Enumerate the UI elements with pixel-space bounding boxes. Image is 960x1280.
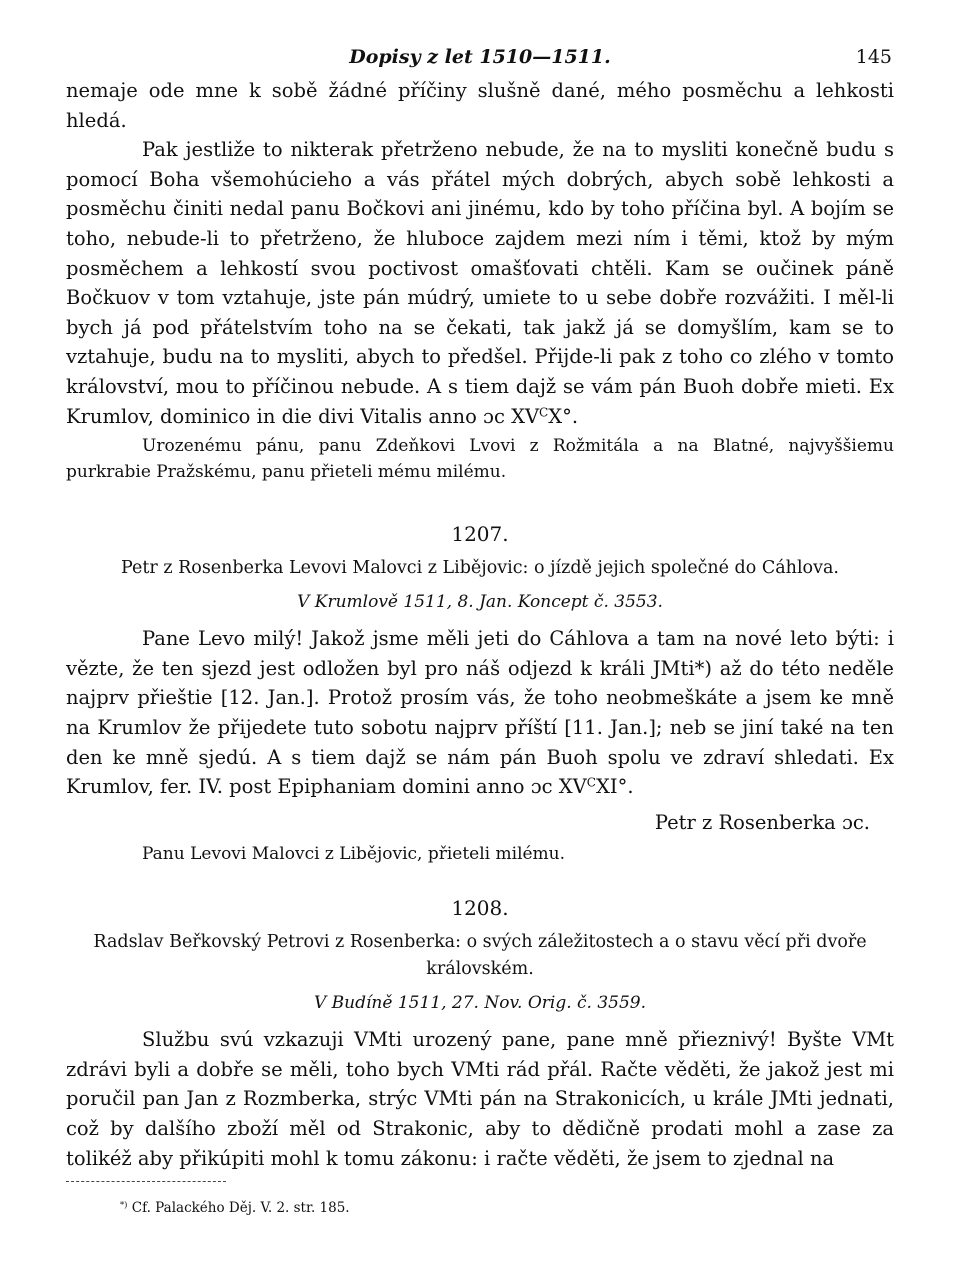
page-number: 145 (855, 46, 892, 68)
year-end-1207: XI°. (596, 775, 634, 799)
letter-body-1207-a: Pane Levo milý! Jakož jsme měli jeti do Cáhlova a tam na nové leto býti: i vězte, že ten sjezd jest odložen byl pro náš odjezd k králi JMti (66, 627, 894, 680)
page-header (66, 40, 894, 76)
signature-1207: Petr z Rosenberka ɔc. (654, 810, 870, 834)
document-page (66, 40, 894, 1218)
letter-paragraph (66, 135, 894, 431)
letter-body-1207 (66, 624, 894, 802)
footnote (66, 1198, 894, 1218)
year-superscript-1207: C (586, 775, 596, 790)
year-end: X°. (548, 404, 579, 428)
letter-continuation: nemaje ode mne k sobě žádné příčiny slušně dané, mého posměchu a lehkosti hledá. (66, 79, 894, 132)
regest-1208: Radslav Beřkovský Petrovi z Rosenberka: o svých záležitostech a o stavu věcí při dvoře královském. (93, 932, 867, 980)
footnote-rule (66, 1181, 226, 1182)
letter-paragraph-text: Pak jestliže to nikterak přetrženo nebude, že na to mysliti konečně budu s pomocí Boha všemohúcieho a vás přátel mých dobrých, abych sobě lehkosti a posměchu činiti nedal panu Bočkovi ani jinému, kdo by toho příčina byl. A bojím se toho, nebude-li to přetrženo, že hluboce zajdem mezi ním i těmi, ktož by mým posměchem a lehkostí svou poctivost omašťovati chtěli. Kam se oučinek páně Bočkuov v tom vztahuje, jste pán múdrý, umiete to u sebe dobře rozvážiti. I měl-li bych já pod přátelstvím toho na se čekati, tak jakž já se domyšlím, kam se to vztahuje, budu na to mysliti, abych to předšel. Přijde-li pak z toho co zlého v tomto království, mou to příčinou nebude. A s tiem dajž se vám pán Buoh dobře mieti. Ex Krumlov, dominico in die divi Vitalis anno ɔc XV (66, 138, 894, 428)
date-line-1207: V Krumlově 1511, 8. Jan. Koncept č. 3553. (297, 592, 663, 613)
date-line-1208: V Budíně 1511, 27. Nov. Orig. č. 3559. (313, 993, 647, 1014)
running-title: Dopisy z let 1510—1511. (349, 46, 611, 68)
footnote-text: Cf. Palackého Děj. V. 2. str. 185. (127, 1200, 350, 1217)
footnote-reference: *) (694, 656, 712, 680)
document-number-1207: 1207. (451, 522, 509, 547)
letter-body-1208: Službu svú vzkazuji VMti urozený pane, pane mně přieznivý! Byšte VMt zdrávi byli a dobře se měli, toho bych VMti rád přál. Račte věděti, že jakož jest mi poručil pan Jan z Rozmberka, strýc VMti pán na Strakonicích, u krále JMti jednati, což by dalšího zboží měl od Strakonic, aby to dědičně prodati mohl a zase za tolikéž aby přikúpiti mohl k tomu zákonu: i račte věděti, že jsem to zjednal na (66, 1028, 894, 1170)
letter-address: Urozenému pánu, panu Zdeňkovi Lvovi z Rožmitála a na Blatné, najvyššiemu purkrabie Pražskému, panu přieteli mému milému. (66, 436, 894, 483)
footnote-mark: *) (120, 1199, 128, 1210)
address-1207: Panu Levovi Malovci z Libějovic, přieteli milému. (142, 844, 566, 865)
regest-1207: Petr z Rosenberka Levovi Malovci z Libějovic: o jízdě jejich společné do Cáhlova. (121, 558, 839, 579)
letter-body-1207-b: až do této neděle najprv přieštie [12. Jan.]. Protož prosím vás, že toho neobmeškáte a jsem ke mně na Krumlov že přijedete tuto sobotu najprv příští [11. Jan.]; neb se jiní také na ten den ke mně sjedú. A s tiem dajž se nám pán Buoh spolu ve zdraví shledati. Ex Krumlov, fer. IV. post Epiphaniam domini anno ɔc XV (66, 656, 894, 799)
document-number-1208: 1208. (451, 896, 509, 921)
year-superscript: C (539, 404, 549, 419)
